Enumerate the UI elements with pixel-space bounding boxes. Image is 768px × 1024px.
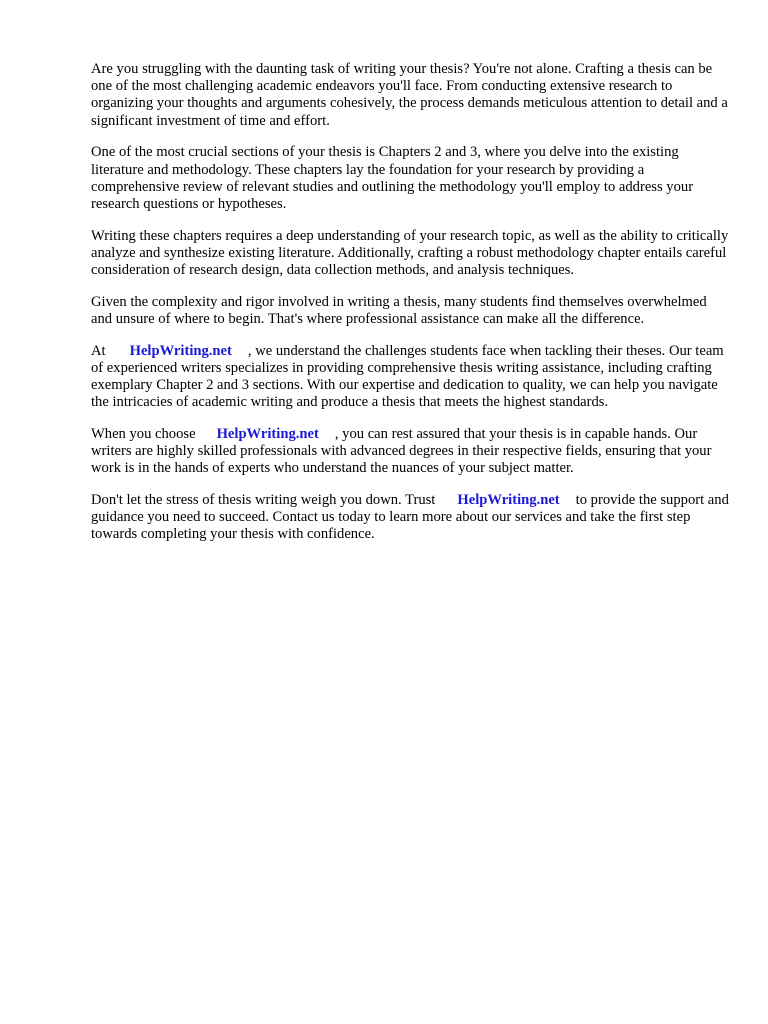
helpwriting-link[interactable]: HelpWriting.net [457,492,560,509]
paragraph-text: Don't let the stress of thesis writing weigh you down. Trust [91,492,436,509]
paragraph-text: At [91,342,106,359]
paragraph-intro: Are you struggling with the daunting task of writing your thesis? You're not alone. Crafting a thesis can be one of the most challenging academic endeavors you'll face. From conducting extensive research to organizing your thoughts and arguments cohesively, the process demands meticulous attention to detail and a significant investment of time and effort. [91,61,728,129]
paragraph-call-to-action [91,492,731,544]
paragraph-chapters: One of the most crucial sections of your thesis is Chapters 2 and 3, where you delve into the existing literature and methodology. These chapters lay the foundation for your research by providing a comprehensive review of relevant studies and outlining the methodology you'll employ to address your research questions or hypotheses. [91,144,694,212]
paragraph-complexity: Given the complexity and rigor involved in writing a thesis, many students find themselves overwhelmed and unsure of where to begin. That's where professional assistance can make all the difference. [91,293,707,327]
paragraph-requirements: Writing these chapters requires a deep understanding of your research topic, as well as the ability to critically analyze and synthesize existing literature. Additionally, crafting a robust methodology chapter entails careful consideration of research design, data collection methods, and analysis techniques. [91,227,729,279]
paragraph-text: , we understand the challenges students face when tackling their theses. Our team of experienced writers specializes in providing comprehensive thesis writing assistance, including crafting exemplary Chapter 2 and 3 sections. With our expertise and dedication to quality, we can help you navigate the intricacies of academic writing and produce a thesis that meets the highest standards. [91,342,724,411]
paragraph-about-service [91,343,731,412]
helpwriting-link[interactable]: HelpWriting.net [129,342,232,359]
paragraph-text: When you choose [91,425,196,442]
paragraph-text: to provide the support and guidance you need to succeed. Contact us today to learn more about our services and take the first step towards completing your thesis with confidence. [91,492,729,543]
helpwriting-link[interactable]: HelpWriting.net [216,425,319,442]
document-page [91,61,731,558]
paragraph-text: , you can rest assured that your thesis is in capable hands. Our writers are highly skilled professionals with advanced degrees in their respective fields, ensuring that your work is in the hands of experts who understand the nuances of your subject matter. [91,425,712,477]
paragraph-choose-service [91,426,731,478]
